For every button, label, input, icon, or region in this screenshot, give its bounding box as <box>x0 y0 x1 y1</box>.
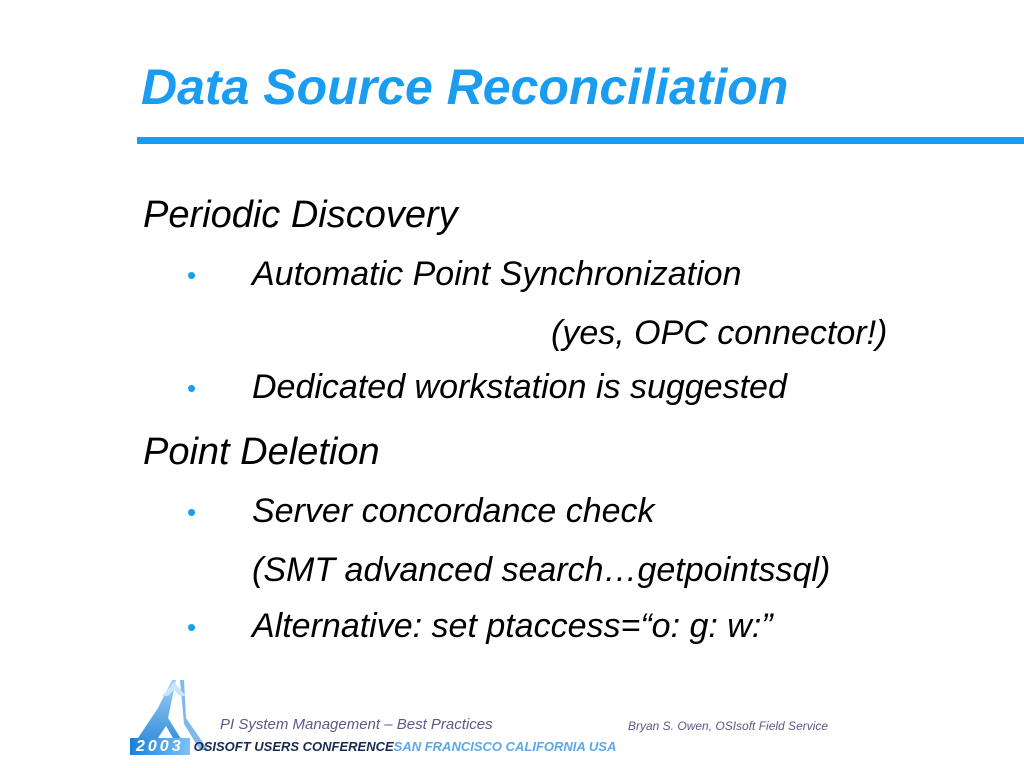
footer-author: Bryan S. Owen, OSIsoft Field Service <box>628 719 829 733</box>
bullet-dedicated-workstation: Dedicated workstation is suggested <box>252 368 787 406</box>
conference-banner <box>130 738 616 755</box>
bullet-marker: • <box>187 612 197 642</box>
bullet-note-smt-search: (SMT advanced search…getpointssql) <box>252 551 831 589</box>
section-heading-periodic-discovery: Periodic Discovery <box>143 194 458 236</box>
footer-presentation-title: PI System Management – Best Practices <box>220 716 493 733</box>
title-divider <box>137 137 1024 144</box>
bullet-note-opc-connector: (yes, OPC connector!) <box>551 314 888 352</box>
bullet-automatic-point-sync: Automatic Point Synchronization <box>252 255 742 293</box>
banner-year: 2003 <box>130 738 190 755</box>
banner-conference: OSISOFT USERS CONFERENCE <box>193 739 394 754</box>
bullet-marker: • <box>187 373 197 403</box>
section-heading-point-deletion: Point Deletion <box>143 431 380 473</box>
bullet-marker: • <box>187 260 197 290</box>
slide-title: Data Source Reconciliation <box>141 59 789 115</box>
banner-location: SAN FRANCISCO CALIFORNIA USA <box>393 739 617 754</box>
bullet-marker: • <box>187 497 197 527</box>
bullet-server-concordance: Server concordance check <box>252 492 655 530</box>
bullet-alternative-ptaccess: Alternative: set ptaccess=“o: g: w:” <box>252 607 773 645</box>
